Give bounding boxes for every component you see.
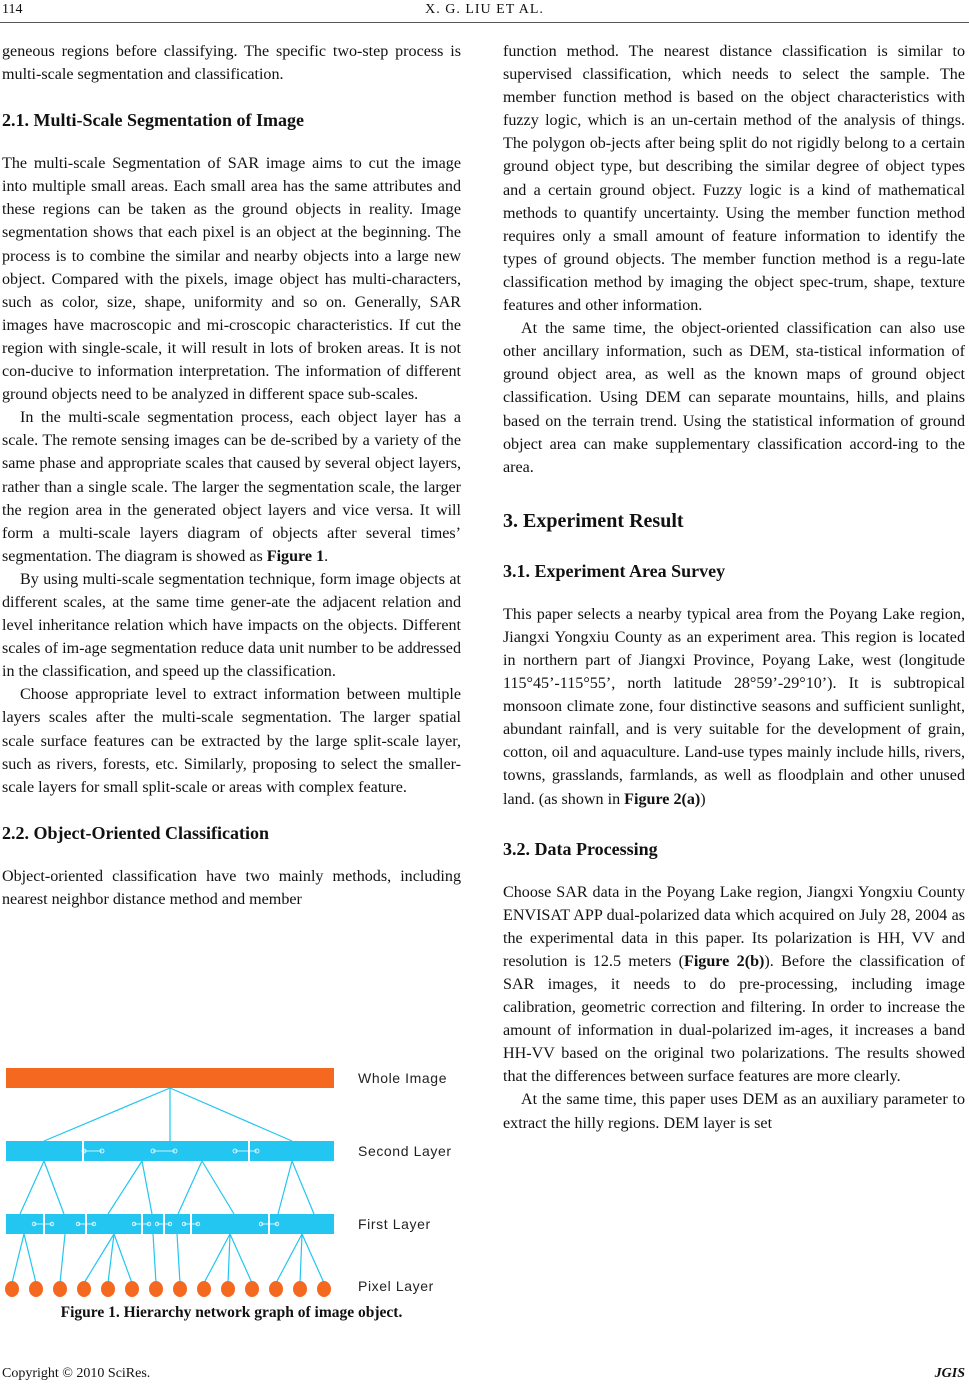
pixel-node xyxy=(245,1281,259,1297)
section-2-1-paragraph-2 xyxy=(2,406,461,568)
section-2-2-paragraph-2: function method. The nearest distance classification is similar to supervised classification, which needs to select the sample. The member function method is based on the object characteristics with fuzzy logic, which is an un-certain method of the analysis of things. The polygon ob-jects after being split do not rigidly belong to a certain ground object type, but describing the similar degree of object types and a certain ground object. Fuzzy logic is a kind of mathematical methods to quantify uncertainty. Using the member function method requires only a small amount of feature information to identify the types of ground objects. The member function method is a regu-late classification method by imaging the object spec-trum, shape, texture features and other information. xyxy=(503,43,965,315)
label-pixel-layer: Pixel Layer xyxy=(358,1278,434,1294)
pixel-node xyxy=(77,1281,91,1297)
pixel-node xyxy=(29,1281,43,1297)
paragraph-text: ). Before the classification of SAR images, it needs to do pre-processing, including image calibration, geometric correction and filtering. In order to increase the amount of information in dual-polarized im-ages, it increases a band HH-VV based on the original two polarizations. The results showed that the differences between surface features are more clearly. xyxy=(503,952,965,1086)
connector-lines-middle xyxy=(20,1161,314,1214)
section-2-1-paragraph-4: Choose appropriate level to extract information between multiple layers scales after the multi-scale segmentation. The larger spatial scale surface features can be extracted by the large split-scale layer, such as rivers, forests, etc. Similarly, proposing to select the smaller-scale layers for small split-scale or areas with complex feature. xyxy=(2,686,461,796)
first-layer-segment xyxy=(192,1214,268,1234)
pixel-node xyxy=(197,1281,211,1297)
figure-1-caption: Figure 1. Hierarchy network graph of image object. xyxy=(60,1304,403,1321)
section-2-1-paragraph-3: By using multi-scale segmentation technique, form image objects at different scales, at the same time gener-ate the adjacent relation and level inheritance relation which have impacts on the objects. Different scales of im-age segmentation reduce data unit number to be addressed in the classification, and speed up the classification. xyxy=(2,570,461,681)
pixel-node xyxy=(5,1281,19,1297)
figure-2b-reference[interactable]: Figure 2(b) xyxy=(684,952,765,970)
pixel-node xyxy=(101,1281,115,1297)
second-layer-segment xyxy=(250,1141,334,1161)
whole-image-bar xyxy=(6,1068,334,1088)
connector-lines-bottom xyxy=(12,1234,324,1283)
section-3-1-paragraph-1 xyxy=(503,603,965,811)
first-layer-segment xyxy=(270,1214,334,1234)
figure-1-reference[interactable]: Figure 1 xyxy=(266,547,325,565)
page-number: 114 xyxy=(2,2,23,17)
pixel-node xyxy=(317,1281,331,1297)
pixel-node xyxy=(149,1281,163,1297)
pixel-node xyxy=(53,1281,67,1297)
right-column xyxy=(503,40,965,1135)
figure-1-hierarchy-graph xyxy=(2,1063,461,1333)
section-2-2-paragraph-1: Object-oriented classification have two mainly methods, including nearest neighbor distance method and member xyxy=(2,867,461,908)
pixel-node xyxy=(293,1281,307,1297)
footer-copyright: Copyright © 2010 SciRes. xyxy=(2,1366,151,1381)
section-2-1-heading: 2.1. Multi-Scale Segmentation of Image xyxy=(2,110,304,131)
paragraph-text: In the multi-scale segmentation process, each object layer has a scale. The remote sensing images can be de-scribed by a variety of the same phase and appropriate scales that caused by several object layers, rather than a single scale. The larger the segmentation scale, the larger the region area in the generated object layers and vice versa. It will form a multi-scale layers diagram of objects after several times’ segmentation. The diagram is showed as xyxy=(2,409,461,565)
figure-2a-reference[interactable]: Figure 2(a) xyxy=(624,790,701,808)
section-3-2-paragraph-2: At the same time, this paper uses DEM as an auxiliary parameter to extract the hilly regions. DEM layer is set xyxy=(503,1091,965,1132)
hierarchy-diagram xyxy=(2,1063,461,1299)
pixel-layer-row xyxy=(5,1281,331,1297)
connector-lines-top xyxy=(44,1088,292,1141)
label-first-layer: First Layer xyxy=(358,1216,431,1232)
pixel-node xyxy=(173,1281,187,1297)
section-3-heading: 3. Experiment Result xyxy=(503,509,684,532)
running-head: X. G. LIU ET AL. xyxy=(425,2,544,17)
paragraph-text: This paper selects a nearby typical area from the Poyang Lake region, Jiangxi Yongxiu County as an experiment area. This region is located in northern part of Jiangxi Province, Poyang Lake, west (longitude 115°45’-115°55’, north latitude 28°59’-29°10’). It is subtropical monsoon climate zone, four distinctive seasons and sufficient sunlight, abundant rainfall, and is very suitable for the development of grain, cotton, oil and aquaculture. Land-use types mainly include hills, rivers, towns, grasslands, farmlands, as well as floodplain and other unused land. (as shown in xyxy=(503,605,965,808)
section-3-2-paragraph-1 xyxy=(503,881,965,1089)
header-rule xyxy=(0,22,969,23)
first-layer-segment xyxy=(87,1214,141,1234)
label-whole-image: Whole Image xyxy=(358,1070,448,1086)
left-column xyxy=(2,40,461,911)
footer-journal: JGIS xyxy=(934,1366,965,1381)
paragraph-text: ) xyxy=(700,790,706,808)
paragraph-text: Choose SAR data in the Poyang Lake region, Jiangxi Yongxiu County ENVISAT APP dual-polarized data which acquired on July 28, 2004 as the experimental data in this paper. Its polarization is HH, VV and resolution is 12.5 meters ( xyxy=(503,883,965,970)
section-2-2-heading: 2.2. Object-Oriented Classification xyxy=(2,822,269,843)
paragraph-text: . xyxy=(324,547,329,565)
pixel-node xyxy=(269,1281,283,1297)
section-3-1-heading: 3.1. Experiment Area Survey xyxy=(503,560,726,581)
second-layer-segment xyxy=(6,1141,82,1161)
pixel-node xyxy=(221,1281,235,1297)
section-2-1-paragraph-1: The multi-scale Segmentation of SAR image aims to cut the image into multiple small areas. Each small area has the same attributes and these regions can be taken as the ground objects in reality. Image segmentation shows that each pixel is an object at the beginning. The process is to combine the similar and nearby objects into a large new object. Compared with the pixels, image object has multi-characters, such as color, size, shape, uniformity and so on. Generally, SAR images have macroscopic and mi-croscopic characteristics. If cut the region with single-scale, it will result in lots of broken areas. It is not con-ducive to information interpretation. The information of different ground objects need to be analyzed in different space sub-scales. xyxy=(2,155,461,404)
section-3-2-heading: 3.2. Data Processing xyxy=(503,838,658,859)
left-intro-paragraph: geneous regions before classifying. The specific two-step process is multi-scale segmentation and classification. xyxy=(2,43,461,84)
label-second-layer: Second Layer xyxy=(358,1143,452,1159)
pixel-node xyxy=(125,1281,139,1297)
section-2-2-paragraph-3: At the same time, the object-oriented classification can also use other ancillary information, such as DEM, sta-tistical information of ground object area, as well as the known maps of ground object classification. Using DEM can separate mountains, hills, and plains based on the terrain trend. Using the statistical information of ground object area can make supplementary classification accord-ing to the area. xyxy=(503,320,965,476)
